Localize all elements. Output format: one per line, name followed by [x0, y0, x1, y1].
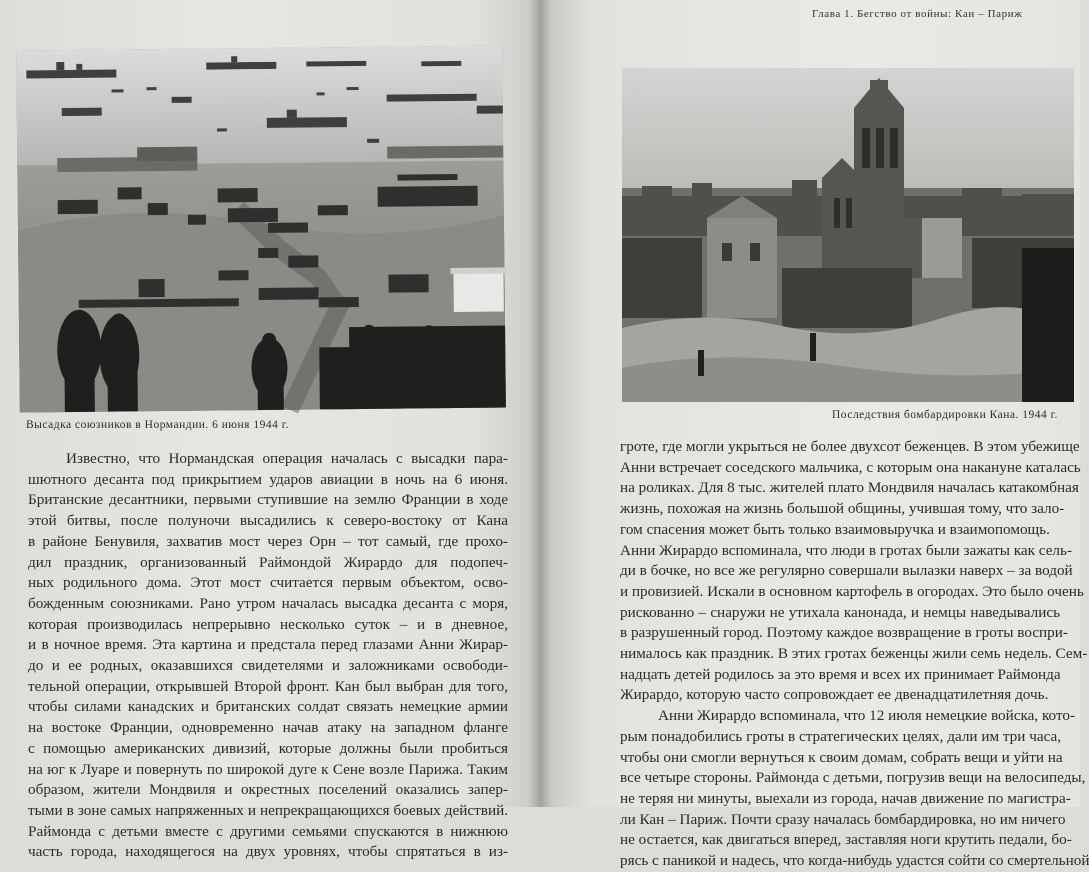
text-line: которая производилась непрерывно несколько суток – и в дневное, [28, 615, 508, 633]
text-line: Анни Жирардо вспоминала, что люди в гротах были зажаты как сель- [620, 541, 1072, 559]
text-line: образом, жители Мондвиля и окрестных поселений оказались запер- [28, 781, 508, 799]
right-body-text [620, 437, 1089, 872]
left-body-text [28, 449, 508, 863]
text-line: на роликах. Для 8 тыс. жителей плато Мондвиля началась катакомбная [620, 479, 1079, 497]
text-line: тельной операции, открывшей Второй фронт. Кан был выбран для того, [28, 677, 508, 695]
text-line: ли Кан – Париж. Почти сразу началась бомбардировка, но им ничего [620, 810, 1066, 828]
text-line: на юг к Луаре и повернуть по широкой дуге к Сене возле Парижа. Таким [28, 760, 508, 778]
text-line: Анни Жирардо вспоминала, что 12 июля немецкие войска, кото- [658, 707, 1076, 725]
text-line: все четыре стороны. Раймонда с детьми, погрузив вещи на велосипеды, [620, 769, 1086, 787]
right-photo-caption: Последствия бомбардировки Кана. 1944 г. [832, 409, 1058, 421]
normandy-landing-illustration [16, 45, 506, 412]
text-line: божденным союзниками. Рано утром началась высадка десанта с моря, [28, 594, 508, 612]
text-line: и в ночное время. Эта картина и предстала перед глазами Анни Жирар- [28, 636, 508, 654]
text-line: ных родильного дома. Этот мост считается первым объектом, осво- [28, 574, 508, 592]
text-line: Британские десантники, первыми ступившие на землю Франции в ходе [28, 491, 508, 509]
text-line: на востоке Франции, одновременно начав атаку на западном фланге [28, 719, 508, 737]
book-gutter [528, 0, 552, 807]
text-line: шютного десанта под прикрытием ударов авиации в ночь на 6 июня. [28, 470, 508, 488]
text-line: этой битвы, после полуночи высадились к северо-востоку от Кана [28, 512, 508, 530]
text-line: Раймонда с детьми вместе с другими семьями спускаются в нижнюю [28, 822, 508, 840]
text-line: чтобы силами канадских и британских солдат связать немецкие армии [28, 698, 508, 716]
left-page [0, 0, 540, 861]
text-line: и провизией. Искали в основном картофель в огородах. Это было очень [620, 582, 1084, 600]
text-line: Анни встречает соседского мальчика, с которым она накануне каталась [620, 458, 1081, 476]
text-line: надцать детей родилось за это время и всех их принимает Раймонда [620, 665, 1061, 683]
left-photo-caption: Высадка союзников в Нормандии. 6 июня 1944 г. [26, 419, 290, 431]
text-line: не теряя ни минуты, выехали из города, начав движение по магистра- [620, 789, 1071, 807]
normandy-landing-photo [16, 45, 506, 412]
text-line: с помощью американских дивизий, которые должны были пробиться [28, 739, 508, 757]
text-line: чтобы они смогли вернуться к своим домам, собрать вещи и уйти на [620, 748, 1063, 766]
text-line: часть города, находящегося на двух уровнях, чтобы спрятаться в из- [28, 843, 508, 861]
text-line: жизнь, похожая на жизнь большой общины, учившая тому, что зало- [620, 500, 1065, 518]
text-line: гроте, где могли укрыться не более двухсот беженцев. В этом убежище [620, 438, 1080, 455]
text-line: в районе Бенувиля, захватив мост через Орн – тот самый, где прохо- [28, 532, 508, 550]
text-line: нималось как праздник. В этих гротах беженцы жили семь недель. Сем- [620, 645, 1088, 663]
text-line: Известно, что Нормандская операция началась с высадки пара- [66, 450, 508, 467]
caen-ruins-illustration [622, 68, 1074, 402]
text-line: в разрушенный город. Поэтому каждое возвращение в гроты воспри- [620, 624, 1068, 642]
running-head: Глава 1. Бегство от войны: Кан – Париж [812, 8, 1023, 20]
text-line: рясь с паникой и надесь, что когда-нибудь удастся сойти со смертельной [620, 852, 1089, 870]
text-line: Жирардо, которую часто сопровождает ее двенадцатилетняя дочь. [620, 686, 1049, 704]
text-line: гом спасения может быть только взаимовыручка и взаимопомощь. [620, 520, 1050, 538]
text-line: рискованно – снаружи не утихала канонада, и немцы наведывались [620, 603, 1060, 621]
text-line: ди в бочке, но все же регулярно совершали вылазки наверх – за водой [620, 562, 1073, 580]
text-line: тыми в зоне самых напряженных и непрекращающихся боевых действий. [28, 801, 508, 819]
text-line: не остается, как двигаться вперед, заставляя ноги крутить педали, бо- [620, 831, 1072, 849]
text-line: до и ее родных, оказавшихся свидетелями и заложниками освободи- [28, 657, 508, 675]
right-page [540, 0, 1089, 870]
caen-ruins-photo [622, 68, 1074, 402]
text-line: дил праздник, организованный Раймондой Жирардо для подопеч- [28, 553, 508, 571]
text-line: рым понадобились гроты в стратегических целях, дали им три часа, [620, 727, 1062, 745]
